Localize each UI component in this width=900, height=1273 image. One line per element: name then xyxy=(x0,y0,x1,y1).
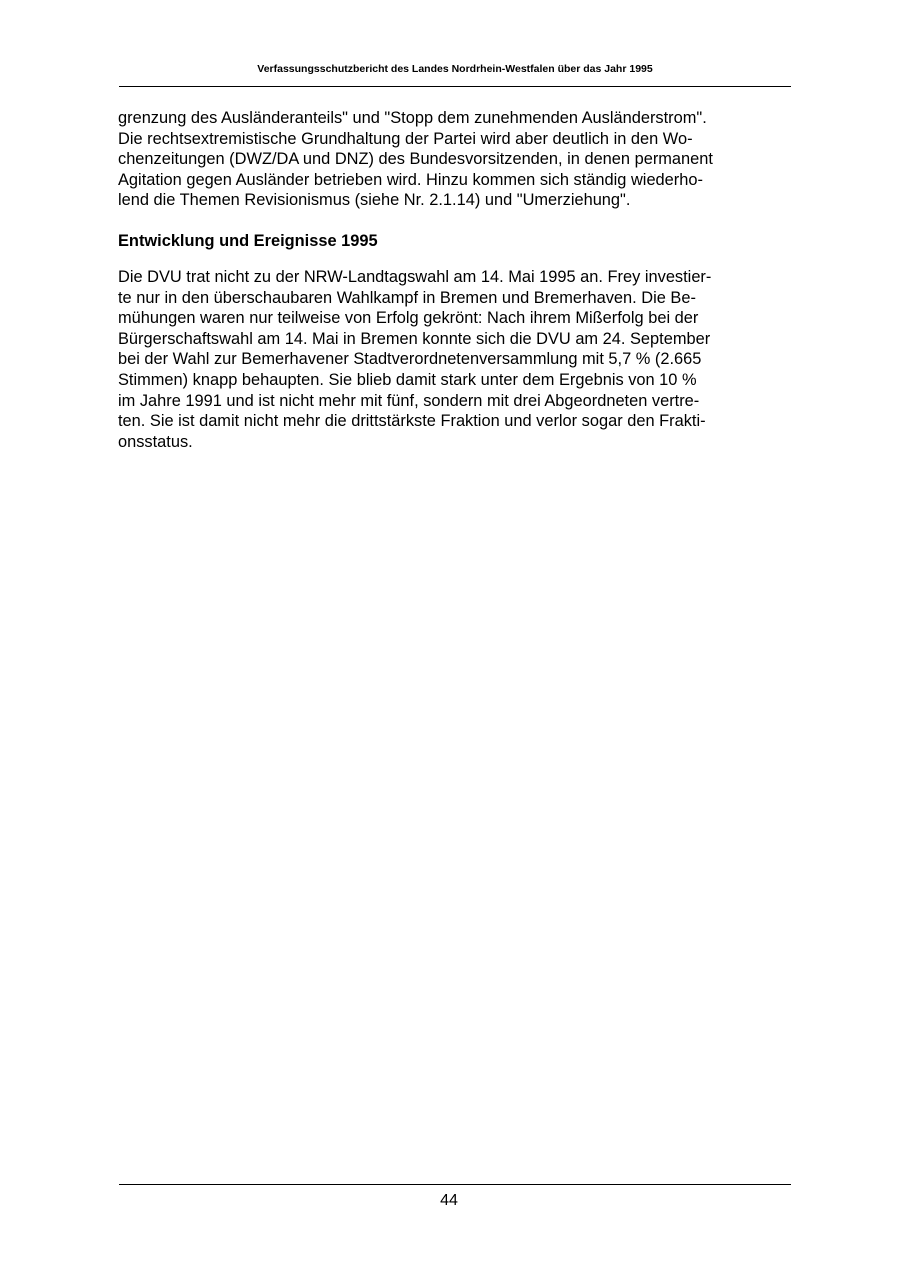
page-number: 44 xyxy=(440,1192,458,1209)
paragraph-line: lend die Themen Revisionismus (siehe Nr. 2.1.14) und "Umerziehung". xyxy=(118,191,631,210)
paragraph-line: Stimmen) knapp behaupten. Sie blieb damit stark unter dem Ergebnis von 10 % xyxy=(118,370,697,389)
paragraph-line: Agitation gegen Ausländer betrieben wird. Hinzu kommen sich ständig wiederho- xyxy=(118,170,703,189)
paragraph-line: bei der Wahl zur Bemerhavener Stadtverordnetenversammlung mit 5,7 % (2.665 xyxy=(118,350,702,369)
paragraph-line: Die rechtsextremistische Grundhaltung der Partei wird aber deutlich in den Wo- xyxy=(118,129,693,148)
paragraph-line: Bürgerschaftswahl am 14. Mai in Bremen konnte sich die DVU am 24. September xyxy=(118,329,711,348)
paragraph-line: mühungen waren nur teilweise von Erfolg gekrönt: Nach ihrem Mißerfolg bei der xyxy=(118,309,699,328)
paragraph-line: chenzeitungen (DWZ/DA und DNZ) des Bundesvorsitzenden, in denen permanent xyxy=(118,150,713,169)
paragraph-line: ten. Sie ist damit nicht mehr die drittstärkste Fraktion und verlor sogar den Frakti- xyxy=(118,412,706,431)
header-divider xyxy=(119,86,791,87)
paragraph-line: Die DVU trat nicht zu der NRW-Landtagswahl am 14. Mai 1995 an. Frey investier- xyxy=(118,268,712,286)
section-heading: Entwicklung und Ereignisse 1995 xyxy=(118,232,378,250)
paragraph-intro xyxy=(118,108,798,211)
paragraph-line: onsstatus. xyxy=(118,432,193,451)
paragraph-line: te nur in den überschaubaren Wahlkampf in Bremen und Bremerhaven. Die Be- xyxy=(118,288,696,307)
paragraph-developments xyxy=(118,267,798,452)
paragraph-line: im Jahre 1991 und ist nicht mehr mit fünf, sondern mit drei Abgeordneten vertre- xyxy=(118,391,700,410)
page-header-title: Verfassungsschutzbericht des Landes Nordrhein-Westfalen über das Jahr 1995 xyxy=(257,63,653,75)
paragraph-line: grenzung des Ausländeranteils" und "Stopp dem zunehmenden Ausländerstrom". xyxy=(118,109,707,127)
footer-divider xyxy=(119,1184,791,1185)
